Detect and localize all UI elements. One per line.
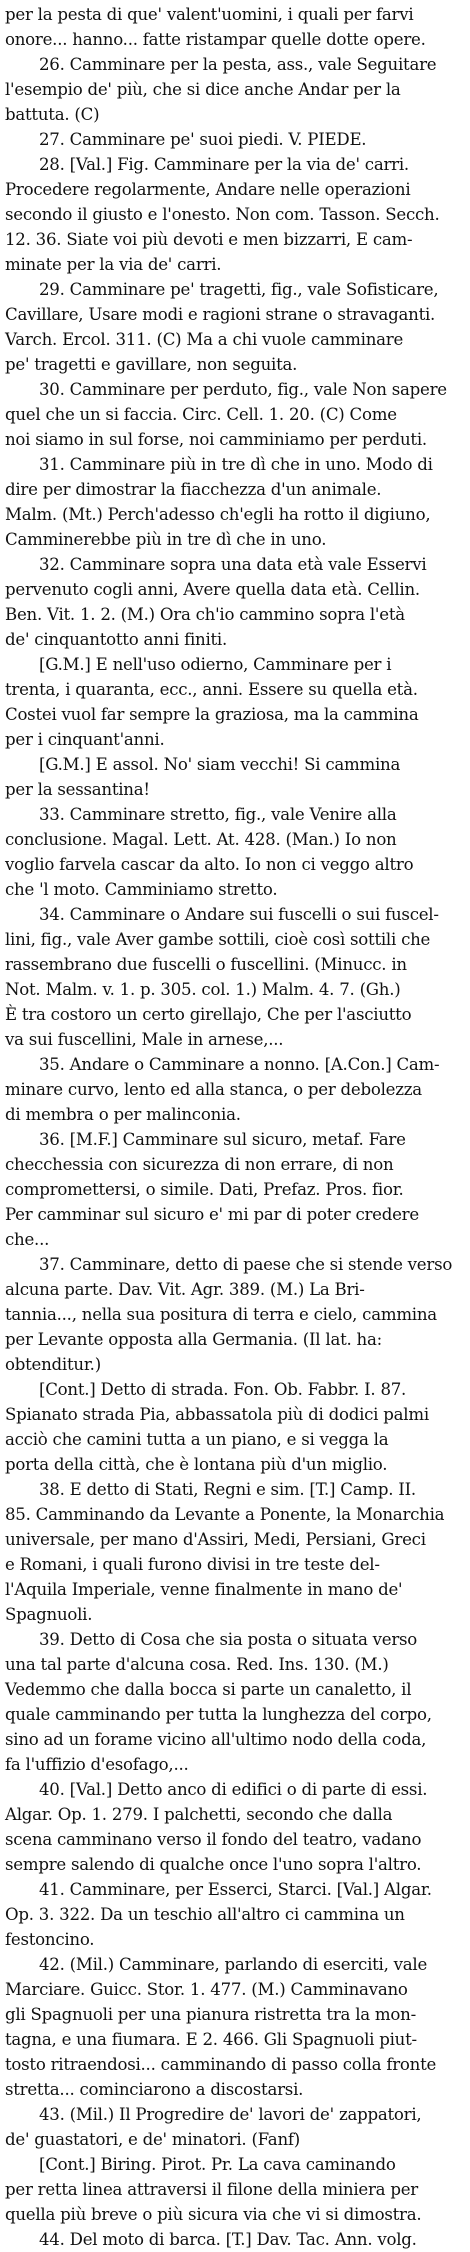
text-line: Spianato strada Pia, abbassatola più di dodici palmi [5,1405,429,1424]
text-line: noi siamo in sul forse, noi camminiamo per perduti. [5,430,427,449]
text-line: 44. Del moto di barca. [T.] Dav. Tac. Ann. volg. [39,2230,417,2249]
text-line: per la sessantina! [5,780,150,799]
text-line: tagna, e una fiumara. E 2. 466. Gli Spagnuoli piut- [5,2030,417,2049]
text-line: tosto ritraendosi... camminando di passo colla fronte [5,2055,437,2074]
text-line: [G.M.] E assol. No' siam vecchi! Si cammina [39,755,401,774]
text-line: checchessia con sicurezza di non errare, di non [5,1155,394,1174]
text-line: pe' tragetti e gavillare, non seguita. [5,355,298,374]
text-line: [Cont.] Detto di strada. Fon. Ob. Fabbr. I. 87. [39,1380,407,1399]
text-line: dire per dimostrar la fiacchezza d'un animale. [5,480,382,499]
text-line: minare curvo, lento ed alla stanca, o per debolezza [5,1080,422,1099]
text-line: conclusione. Magal. Lett. At. 428. (Man.) Io non [5,830,397,849]
text-line: quale camminando per tutta la lunghezza del corpo, [5,1705,432,1724]
text-line: porta della città, che è lontana più d'un miglio. [5,1455,388,1474]
text-line: de' guastatori, e de' minatori. (Fanf) [5,2130,301,2149]
text-line: 31. Camminare più in tre dì che in uno. Modo di [39,455,433,474]
text-line: l'esempio de' più, che si dice anche Andar per la [5,80,401,99]
text-line: Per camminar sul sicuro e' mi par di poter credere [5,1205,419,1224]
text-line: 39. Detto di Cosa che sia posta o situata verso [39,1630,418,1649]
text-line: stretta... cominciarono a discostarsi. [5,2080,304,2099]
text-line: Camminerebbe più in tre dì che in uno. [5,530,327,549]
text-line: 43. (Mil.) Il Progredire de' lavori de' zappatori, [39,2105,422,2124]
text-line: 42. (Mil.) Camminare, parlando di eserciti, vale [39,1955,428,1974]
text-line: tannia..., nella sua positura di terra e cielo, cammina [5,1305,437,1324]
text-line: l'Aquila Imperiale, venne finalmente in mano de' [5,1580,403,1599]
text-line: voglio farvela cascar da alto. Io non ci veggo altro [5,855,414,874]
text-line: di membra o per malinconia. [5,1105,241,1124]
text-line: 12. 36. Siate voi più devoti e men bizzarri, E cam- [5,230,413,249]
text-line: alcuna parte. Dav. Vit. Agr. 389. (M.) La Bri- [5,1280,365,1299]
text-line: minate per la via de' carri. [5,255,222,274]
text-line: 38. E detto di Stati, Regni e sim. [T.] Camp. II. [39,1480,416,1499]
text-line: Costei vuol far sempre la graziosa, ma la cammina [5,705,419,724]
text-line: Cavillare, Usare modi e ragioni strane o stravaganti. [5,305,436,324]
text-line: per i cinquant'anni. [5,730,165,749]
text-line: Algar. Op. 1. 279. I palchetti, secondo che dalla [5,1805,393,1824]
text-line: scena camminano verso il fondo del teatro, vadano [5,1830,422,1849]
text-line: Vedemmo che dalla bocca si parte un canaletto, il [5,1680,412,1699]
text-line: quella più breve o più sicura via che vi si dimostra. [5,2205,422,2224]
text-line: Spagnuoli. [5,1605,93,1624]
text-line: rassembrano due fuscelli o fuscellini. (Minucc. in [5,955,407,974]
text-line: [G.M.] E nell'uso odierno, Camminare per i [39,655,392,674]
text-line: 35. Andare o Camminare a nonno. [A.Con.] Cam- [39,1055,440,1074]
text-line: [Cont.] Biring. Pirot. Pr. La cava caminando [39,2155,396,2174]
text-line: sempre salendo di qualche once l'uno sopra l'altro. [5,1855,422,1874]
text-line: 29. Camminare pe' tragetti, fig., vale Sofisticare, [39,280,439,299]
text-line: trenta, i quaranta, ecc., anni. Essere su quella età. [5,680,418,699]
text-line: che... [5,1230,50,1249]
text-line: 41. Camminare, per Esserci, Starci. [Val.] Algar. [39,1880,432,1899]
text-line: È tra costoro un certo girellajo, Che per l'asciutto [5,1005,412,1024]
text-line: obtenditur.) [5,1355,101,1374]
text-line: e Romani, i quali furono divisi in tre teste del- [5,1555,380,1574]
text-line: 33. Camminare stretto, fig., vale Venire alla [39,805,397,824]
text-line: acciò che camini tutta a un piano, e si vegga la [5,1430,389,1449]
text-line: Op. 3. 322. Da un teschio all'altro ci cammina un [5,1905,405,1924]
text-line: 37. Camminare, detto di paese che si stende verso [39,1255,453,1274]
text-line: per retta linea attraversi il filone della miniera per [5,2180,418,2199]
text-line: quel che un si faccia. Circ. Cell. 1. 20. (C) Come [5,405,397,424]
text-line: universale, per mano d'Assiri, Medi, Persiani, Greci [5,1530,426,1549]
text-line: secondo il giusto e l'onesto. Non com. Tasson. Secch. [5,205,440,224]
text-line: sino ad un forame vicino all'ultimo nodo della coda, [5,1730,427,1749]
text-line: compromettersi, o simile. Dati, Prefaz. Pros. fior. [5,1180,404,1199]
text-line: 27. Camminare pe' suoi piedi. V. PIEDE. [39,130,367,149]
text-line: una tal parte d'alcuna cosa. Red. Ins. 130. (M.) [5,1655,389,1674]
text-line: Not. Malm. v. 1. p. 305. col. 1.) Malm. 4. 7. (Gh.) [5,980,401,999]
text-line: Malm. (Mt.) Perch'adesso ch'egli ha rotto il digiuno, [5,505,431,524]
text-line: gli Spagnuoli per una pianura ristretta tra la mon- [5,2005,416,2024]
text-line: Varch. Ercol. 311. (C) Ma a chi vuole camminare [5,330,404,349]
text-line: per Levante opposta alla Germania. (Il lat. ha: [5,1330,382,1349]
text-line: 28. [Val.] Fig. Camminare per la via de' carri. [39,155,409,174]
text-line: Ben. Vit. 1. 2. (M.) Ora ch'io cammino sopra l'età [5,605,405,624]
text-line: 36. [M.F.] Camminare sul sicuro, metaf. Fare [39,1130,406,1149]
text-line: va sui fuscellini, Male in arnese,... [5,1030,284,1049]
text-line: per la pesta di que' valent'uomini, i quali per farvi [5,5,414,24]
text-line: onore... hanno... fatte ristampar quelle dotte opere. [5,30,426,49]
text-line: 26. Camminare per la pesta, ass., vale Seguitare [39,55,437,74]
text-line: lini, fig., vale Aver gambe sottili, cioè così sottili che [5,930,431,949]
text-line: de' cinquantotto anni finiti. [5,630,228,649]
text-line: battuta. (C) [5,105,100,124]
text-line: Marciare. Guicc. Stor. 1. 477. (M.) Camminavano [5,1980,408,1999]
text-line: che 'l moto. Camminiamo stretto. [5,880,278,899]
text-line: fa l'uffizio d'esofago,... [5,1755,189,1774]
text-line: 40. [Val.] Detto anco di edifici o di parte di essi. [39,1780,428,1799]
text-line: 85. Camminando da Levante a Ponente, la Monarchia [5,1505,445,1524]
text-line: 32. Camminare sopra una data età vale Esservi [39,555,427,574]
text-line: pervenuto cogli anni, Avere quella data età. Cellin. [5,580,420,599]
text-line: 34. Camminare o Andare sui fuscelli o sui fuscel- [39,905,439,924]
text-line: festoncino. [5,1930,95,1949]
text-line: Procedere regolarmente, Andare nelle operazioni [5,180,411,199]
text-line: 30. Camminare per perduto, fig., vale Non sapere [39,380,447,399]
